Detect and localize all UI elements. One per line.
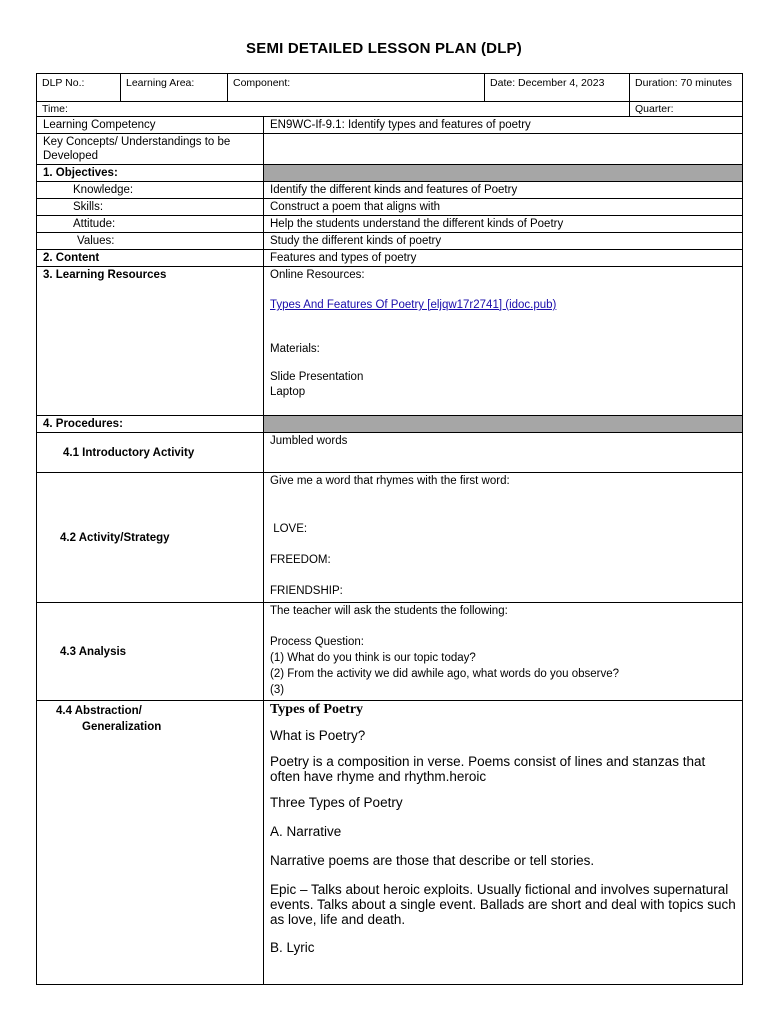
quarter-cell: Quarter:: [630, 102, 743, 117]
activity-strategy-label: 4.2 Activity/Strategy: [37, 473, 264, 603]
time-cell: Time:: [37, 102, 630, 117]
values-row: [37, 233, 743, 250]
attitude-label: Attitude:: [37, 216, 264, 233]
lesson-plan-table: [36, 73, 743, 985]
activity-prompt: Give me a word that rhymes with the first word:: [270, 475, 510, 487]
narrative-heading: A. Narrative: [270, 824, 342, 839]
rhyme-word: FREEDOM:: [270, 554, 331, 566]
procedures-row: [37, 416, 743, 433]
objectives-shaded: [264, 165, 743, 182]
three-types: Three Types of Poetry: [270, 795, 403, 810]
process-question: (2) From the activity we did awhile ago, what words do you observe?: [270, 668, 619, 680]
material-item: Slide Presentation: [270, 371, 364, 383]
skills-row: [37, 199, 743, 216]
dlp-no-cell: DLP No.:: [37, 74, 121, 102]
duration-cell: Duration: 70 minutes: [630, 74, 743, 102]
abstraction-value: [264, 701, 743, 985]
resources-label: 3. Learning Resources: [37, 267, 264, 416]
header-row-1: [37, 74, 743, 102]
header-row-2: [37, 102, 743, 117]
attitude-value: Help the students understand the different kinds of Poetry: [264, 216, 743, 233]
content-label: 2. Content: [37, 250, 264, 267]
abstraction-label-line: 4.4 Abstraction/: [56, 705, 142, 717]
analysis-row: [37, 603, 743, 701]
key-concepts-row: [37, 134, 743, 165]
resources-value: [264, 267, 743, 416]
analysis-intro: The teacher will ask the students the following:: [270, 605, 508, 617]
poetry-definition: Poetry is a composition in verse. Poems consist of lines and stanzas that often have rhyme and rhythm.heroic: [270, 754, 706, 784]
materials-label: Materials:: [270, 343, 320, 355]
resources-row: [37, 267, 743, 416]
competency-row: [37, 117, 743, 134]
narrative-description: Narrative poems are those that describe or tell stories.: [270, 853, 595, 868]
activity-strategy-row: [37, 473, 743, 603]
values-value: Study the different kinds of poetry: [264, 233, 743, 250]
procedures-label: 4. Procedures:: [37, 416, 264, 433]
types-of-poetry-heading: Types of Poetry: [270, 702, 364, 717]
process-question-label: Process Question:: [270, 636, 364, 648]
attitude-row: [37, 216, 743, 233]
abstraction-row: [37, 701, 743, 985]
key-concepts-label: Key Concepts/ Understandings to be Developed: [37, 134, 264, 165]
competency-value: EN9WC-If-9.1: Identify types and features of poetry: [264, 117, 743, 134]
lyric-heading: B. Lyric: [270, 940, 315, 955]
page-title: SEMI DETAILED LESSON PLAN (DLP): [246, 40, 522, 57]
resource-link[interactable]: [270, 298, 736, 312]
objectives-label: 1. Objectives:: [37, 165, 264, 182]
component-cell: Component:: [228, 74, 485, 102]
skills-value: Construct a poem that aligns with: [264, 199, 743, 216]
learning-area-cell: Learning Area:: [121, 74, 228, 102]
rhyme-word: FRIENDSHIP:: [270, 585, 343, 597]
key-concepts-value: [264, 134, 743, 165]
analysis-value: [264, 603, 743, 701]
epic-description: Epic – Talks about heroic exploits. Usually fictional and involves supernatural events. Talks about a single event. Ballads are short and deal with topics such as love, life and death.: [270, 882, 736, 927]
date-cell: Date: December 4, 2023: [485, 74, 630, 102]
objectives-row: [37, 165, 743, 182]
competency-label: Learning Competency: [37, 117, 264, 134]
rhyme-word: LOVE:: [270, 523, 308, 535]
intro-activity-value: Jumbled words: [264, 433, 743, 473]
activity-strategy-value: [264, 473, 743, 603]
procedures-shaded: [264, 416, 743, 433]
online-resources-label: Online Resources:: [270, 269, 365, 281]
values-label: Values:: [37, 233, 264, 250]
content-value: Features and types of poetry: [264, 250, 743, 267]
analysis-label: 4.3 Analysis: [37, 603, 264, 701]
material-item: Laptop: [270, 386, 306, 398]
what-is-poetry: What is Poetry?: [270, 728, 366, 743]
intro-activity-row: [37, 433, 743, 473]
knowledge-row: [37, 182, 743, 199]
knowledge-value: Identify the different kinds and features of Poetry: [264, 182, 743, 199]
process-question: (3): [270, 684, 285, 696]
process-question: (1) What do you think is our topic today?: [270, 652, 476, 664]
knowledge-label: Knowledge:: [37, 182, 264, 199]
skills-label: Skills:: [37, 199, 264, 216]
content-row: [37, 250, 743, 267]
intro-activity-label: 4.1 Introductory Activity: [37, 433, 264, 473]
abstraction-label-line: Generalization: [82, 721, 162, 733]
abstraction-label: [37, 701, 264, 985]
resource-link-text[interactable]: Types And Features Of Poetry [eljqw17r2741] (idoc.pub): [270, 299, 557, 311]
